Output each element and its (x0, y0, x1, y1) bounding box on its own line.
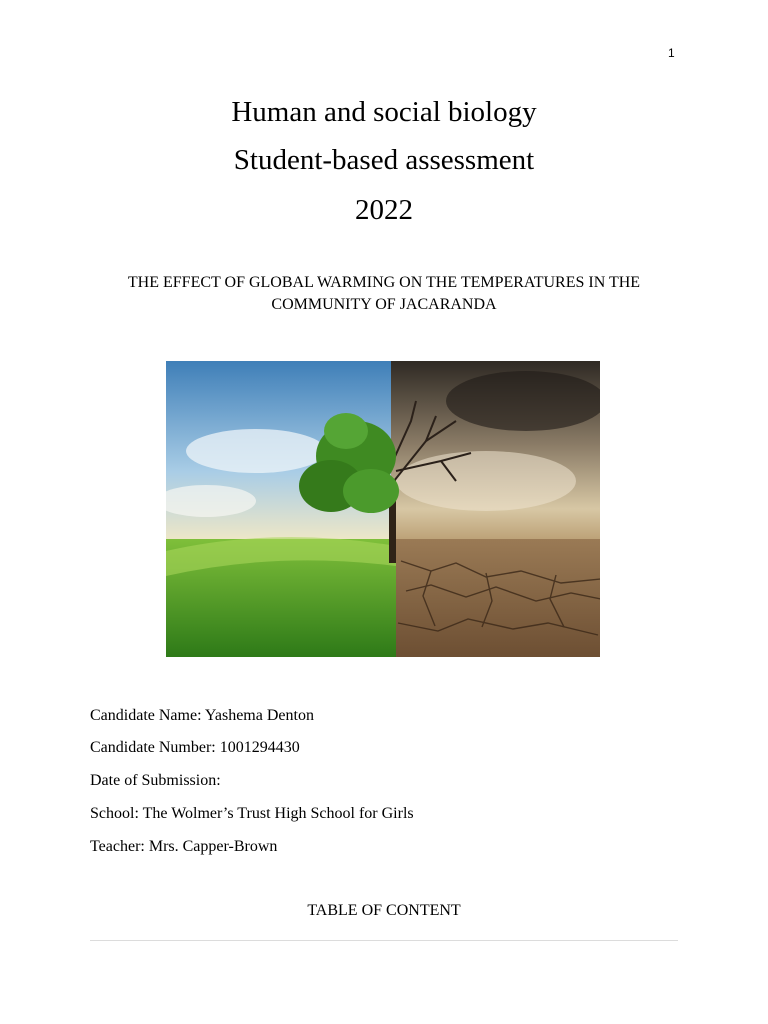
topic-heading: THE EFFECT OF GLOBAL WARMING ON THE TEMPERATURES IN THE COMMUNITY OF JACARANDA (127, 274, 641, 313)
school-name: School: The Wolmer’s Trust High School for Girls (90, 805, 414, 822)
date-of-submission: Date of Submission: (90, 772, 221, 789)
title-assessment: Student-based assessment (233, 144, 535, 176)
page-number: 1 (668, 46, 675, 60)
teacher-name: Teacher: Mrs. Capper-Brown (90, 838, 278, 855)
title-year: 2022 (355, 194, 413, 226)
table-of-content-heading: TABLE OF CONTENT (307, 902, 461, 919)
cover-image (166, 361, 600, 657)
candidate-name: Candidate Name: Yashema Denton (90, 707, 314, 724)
candidate-number: Candidate Number: 1001294430 (90, 739, 300, 756)
title-subject: Human and social biology (231, 96, 537, 128)
divider (90, 940, 678, 941)
